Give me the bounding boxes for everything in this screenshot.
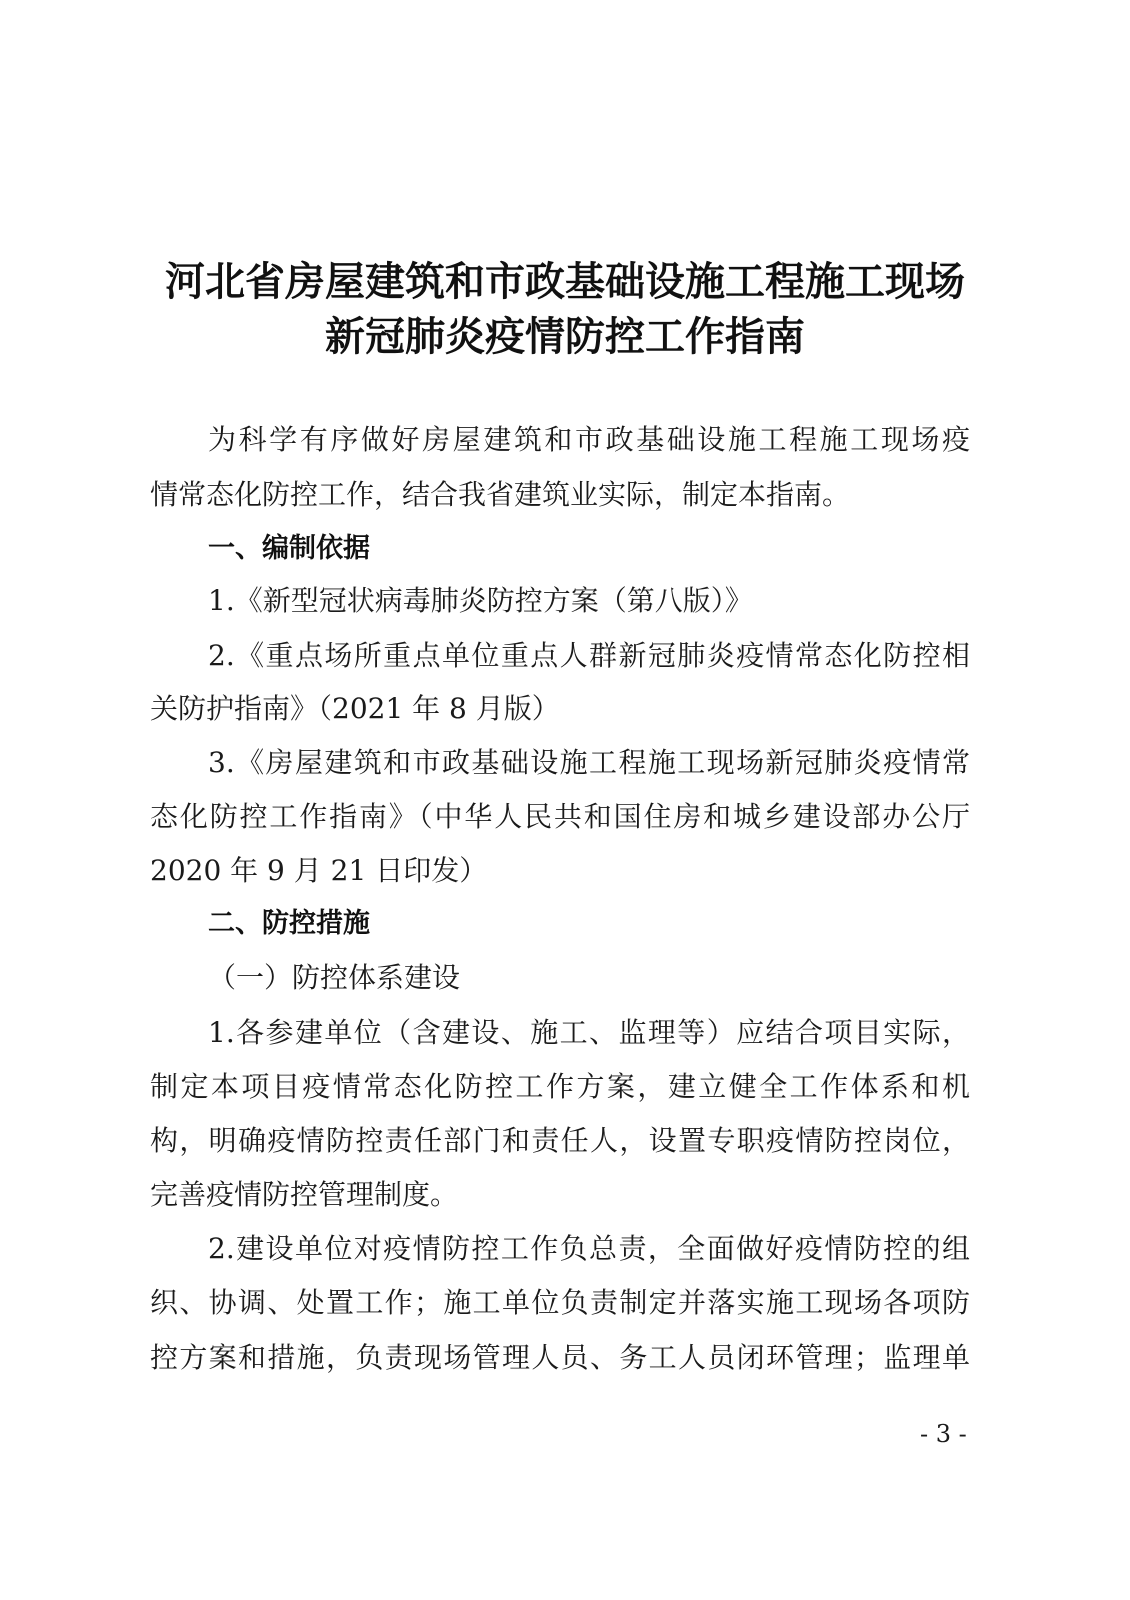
measure-2-line-3: 控方案和措施，负责现场管理人员、务工人员闭环管理；监理单 [150,1341,970,1374]
measure-1-line-2: 制定本项目疫情常态化防控工作方案，建立健全工作体系和机 [150,1070,970,1103]
measure-2-line-2: 织、协调、处置工作；施工单位负责制定并落实施工现场各项防 [150,1286,970,1319]
measure-2-line-1: 2.建设单位对疫情防控工作负总责，全面做好疫情防控的组 [208,1232,970,1265]
basis-3-line-2: 态化防控工作指南》（中华人民共和国住房和城乡建设部办公厅 [150,800,970,833]
section-2-heading: 二、防控措施 [208,908,370,939]
basis-2-line-1: 2.《重点场所重点单位重点人群新冠肺炎疫情常态化防控相 [208,639,970,672]
measure-1-line-4: 完善疫情防控管理制度。 [150,1178,459,1211]
measure-1-line-3: 构，明确疫情防控责任部门和责任人，设置专职疫情防控岗位， [150,1124,970,1157]
basis-3-line-1: 3.《房屋建筑和市政基础设施工程施工现场新冠肺炎疫情常 [208,746,970,779]
intro-line-1: 为科学有序做好房屋建筑和市政基础设施工程施工现场疫 [208,423,970,456]
measure-1-line-1: 1.各参建单位（含建设、施工、监理等）应结合项目实际， [208,1016,970,1049]
page-number: - 3 - [920,1420,967,1448]
subsection-1-heading: （一）防控体系建设 [208,961,461,994]
document-title-line-1: 河北省房屋建筑和市政基础设施工程施工现场 [165,259,965,305]
section-1-heading: 一、编制依据 [208,533,370,564]
basis-1-line-1: 1.《新型冠状病毒肺炎防控方案（第八版）》 [208,584,753,617]
intro-line-2: 情常态化防控工作，结合我省建筑业实际，制定本指南。 [150,478,851,511]
basis-2-line-2: 关防护指南》（2021 年 8 月版） [150,692,560,725]
basis-3-line-3: 2020 年 9 月 21 日印发） [150,854,488,887]
document-title-line-2: 新冠肺炎疫情防控工作指南 [325,314,805,360]
